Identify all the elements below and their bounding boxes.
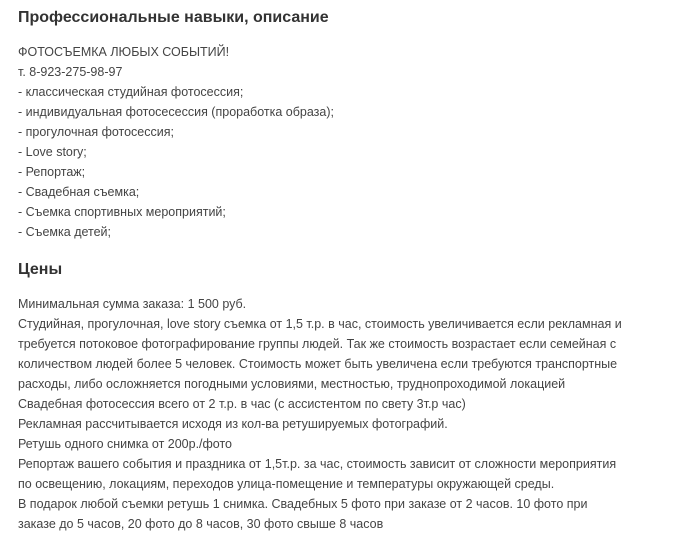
prices-description	[18, 294, 671, 534]
prices-line: Свадебная фотосессия всего от 2 т.р. в час (с ассистентом по свету 3т.р час)	[18, 397, 466, 411]
skills-line: - Съемка детей;	[18, 225, 112, 239]
skills-line: - Репортаж;	[18, 165, 86, 179]
skills-line: ФОТОСЪЕМКА ЛЮБЫХ СОБЫТИЙ!	[18, 45, 230, 59]
skills-line: - Love story;	[18, 145, 87, 159]
skills-line: - Съемка спортивных мероприятий;	[18, 205, 226, 219]
prices-line: заказе до 5 часов, 20 фото до 8 часов, 30 фото свыше 8 часов	[18, 517, 384, 531]
skills-section	[18, 6, 671, 242]
prices-heading: Цены	[18, 261, 63, 278]
prices-line: Студийная, прогулочная, love story съемка от 1,5 т.р. в час, стоимость увеличивается если рекламная и	[18, 317, 622, 331]
prices-line: Рекламная рассчитывается исходя из кол-ва ретушируемых фотографий.	[18, 417, 448, 431]
prices-line: В подарок любой съемки ретушь 1 снимка. Свадебных 5 фото при заказе от 2 часов. 10 фото при	[18, 497, 588, 511]
skills-line: - Свадебная съемка;	[18, 185, 140, 199]
skills-line: - классическая студийная фотосессия;	[18, 85, 244, 99]
prices-line: Ретушь одного снимка от 200р./фото	[18, 437, 233, 451]
prices-line: требуется потоковое фотографирование группы людей. Так же стоимость возрастает если семейная с	[18, 337, 617, 351]
prices-line: Репортаж вашего события и праздника от 1,5т.р. за час, стоимость зависит от сложности мероприятия	[18, 457, 617, 471]
prices-line: по освещению, локациям, переходов улица-помещение и температуры окружающей среды.	[18, 477, 555, 491]
skills-line: т. 8-923-275-98-97	[18, 65, 123, 79]
prices-line: количеством людей более 5 человек. Стоимость может быть увеличена если требуются транспортные	[18, 357, 618, 371]
prices-line: расходы, либо осложняется погодными условиями, местностью, труднопроходимой локацией	[18, 377, 566, 391]
skills-line: - индивидуальная фотосесессия (проработка образа);	[18, 105, 334, 119]
skills-description	[18, 42, 671, 242]
skills-line: - прогулочная фотосессия;	[18, 125, 174, 139]
prices-section	[18, 258, 671, 534]
skills-heading: Профессиональные навыки, описание	[18, 9, 329, 26]
prices-line: Минимальная сумма заказа: 1 500 руб.	[18, 297, 247, 311]
